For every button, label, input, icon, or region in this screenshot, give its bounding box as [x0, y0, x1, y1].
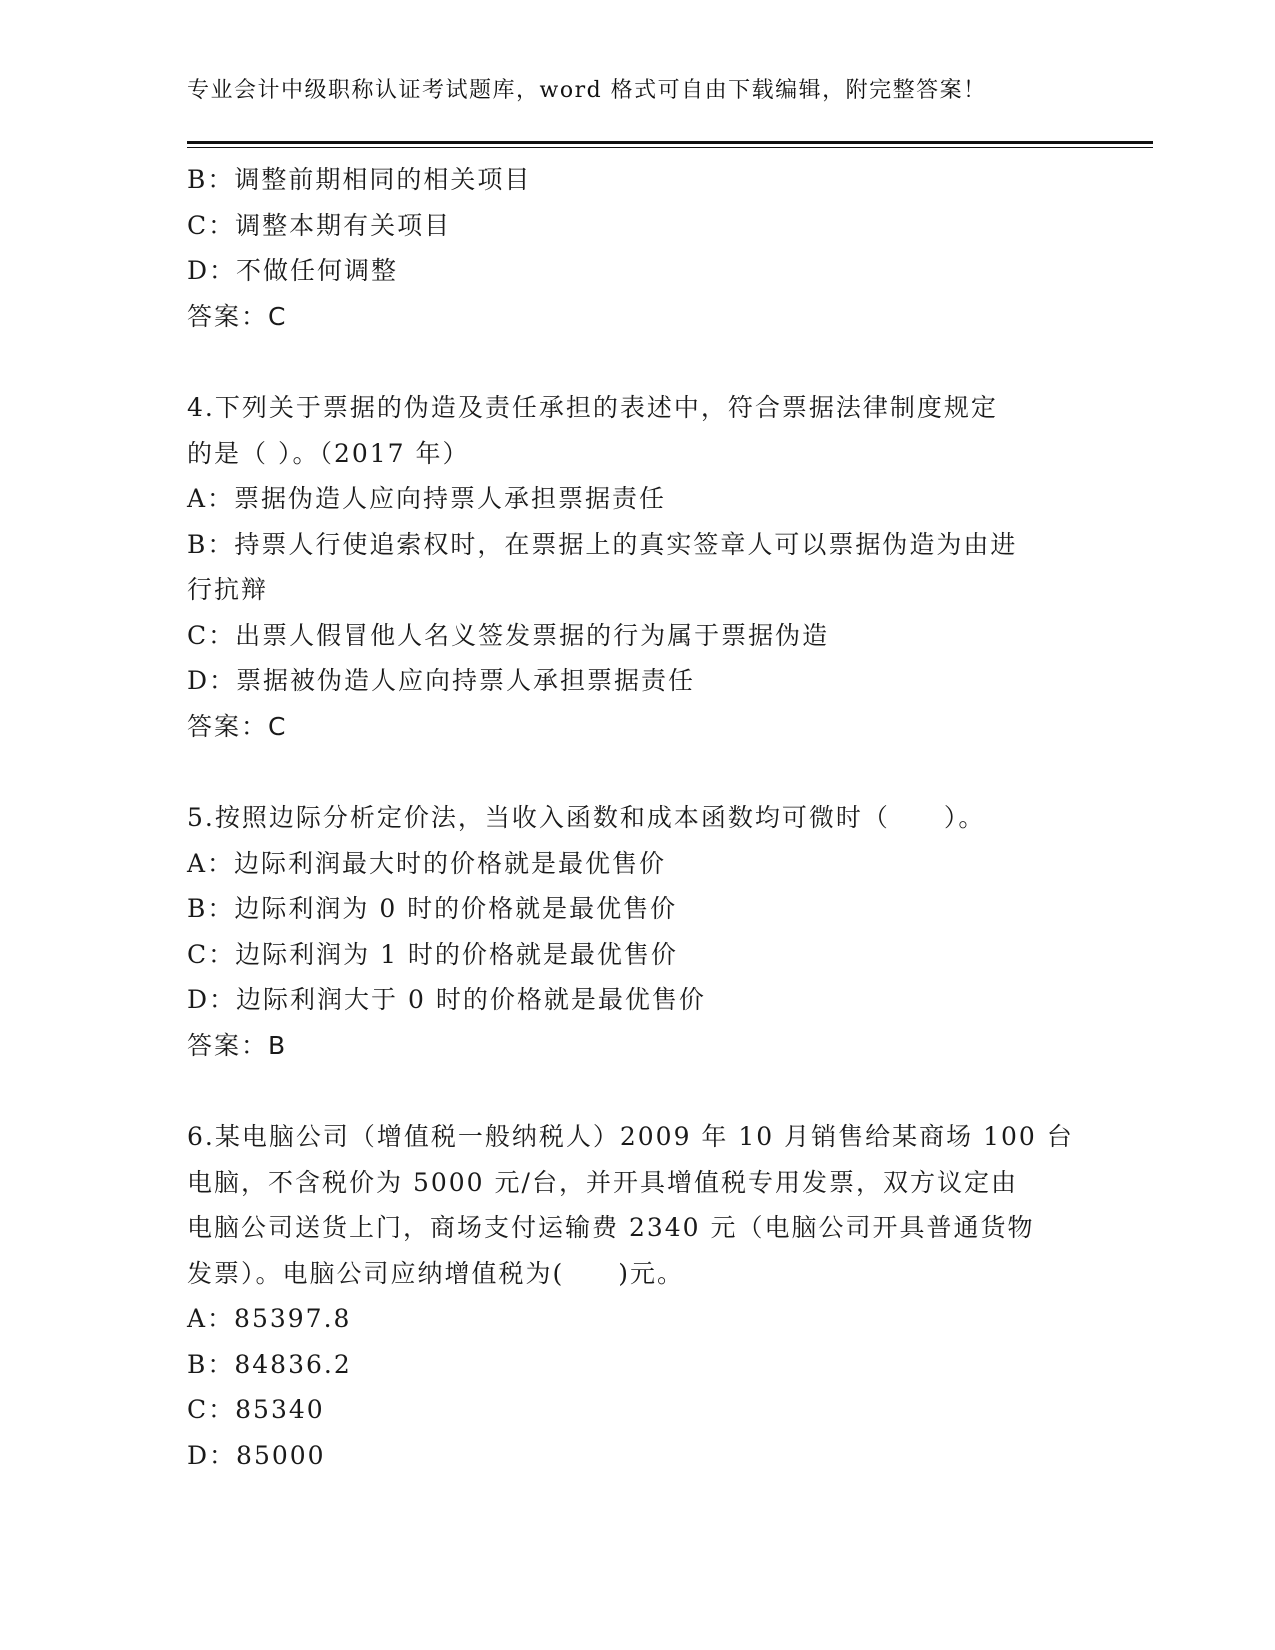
- option-b: B：边际利润为 0 时的价格就是最优售价: [187, 894, 678, 923]
- spacer: [187, 749, 1107, 795]
- question-stem: 的是（ ）。（2017 年）: [187, 438, 470, 468]
- question-stem: 发票）。电脑公司应纳增值税为( )元。: [187, 1258, 685, 1288]
- question-4-block: [187, 385, 1107, 749]
- option-b: B：持票人行使追索权时，在票据上的真实签章人可以票据伪造为由进: [187, 529, 1018, 559]
- option-a: A：边际利润最大时的价格就是最优售价: [187, 848, 667, 878]
- answer-line: 答案：C: [187, 301, 288, 331]
- question-5-block: [187, 795, 1107, 1068]
- option-d: D：不做任何调整: [187, 256, 399, 285]
- option-b: B：84836.2: [187, 1349, 352, 1379]
- option-c: C：85340: [187, 1395, 325, 1424]
- question-stem: 4.下列关于票据的伪造及责任承担的表述中，符合票据法律制度规定: [187, 393, 998, 422]
- question-body: [187, 157, 1107, 1478]
- question-stem: 5.按照边际分析定价法，当收入函数和成本函数均可微时（ ）。: [187, 803, 986, 832]
- question-stem: 6.某电脑公司（增值税一般纳税人）2009 年 10 月销售给某商场 100 台: [187, 1122, 1074, 1151]
- answer-line: 答案：B: [187, 1030, 288, 1060]
- option-d: D：边际利润大于 0 时的价格就是最优售价: [187, 985, 706, 1014]
- header-divider-thick: [187, 141, 1153, 144]
- option-b-continued: 行抗辩: [187, 575, 269, 604]
- question-stem: 电脑公司送货上门，商场支付运输费 2340 元（电脑公司开具普通货物: [187, 1213, 1035, 1242]
- option-c: C：边际利润为 1 时的价格就是最优售价: [187, 939, 678, 969]
- option-d: D：票据被伪造人应向持票人承担票据责任: [187, 666, 696, 695]
- question-3-block: [187, 157, 1107, 339]
- question-stem: 电脑，不含税价为 5000 元/台，并开具增值税专用发票，双方议定由: [187, 1167, 1018, 1197]
- option-a: A：票据伪造人应向持票人承担票据责任: [187, 484, 667, 513]
- answer-line: 答案：C: [187, 711, 288, 741]
- option-a: A：85397.8: [187, 1304, 352, 1333]
- spacer: [187, 1068, 1107, 1114]
- header-divider-thin: [187, 147, 1153, 148]
- spacer: [187, 339, 1107, 385]
- option-c: C：调整本期有关项目: [187, 210, 452, 240]
- option-c: C：出票人假冒他人名义签发票据的行为属于票据伪造: [187, 620, 830, 650]
- option-b: B：调整前期相同的相关项目: [187, 165, 532, 194]
- page-header: 专业会计中级职称认证考试题库，word 格式可自由下载编辑，附完整答案！: [187, 78, 987, 103]
- question-6-block: [187, 1114, 1107, 1478]
- option-d: D：85000: [187, 1440, 326, 1470]
